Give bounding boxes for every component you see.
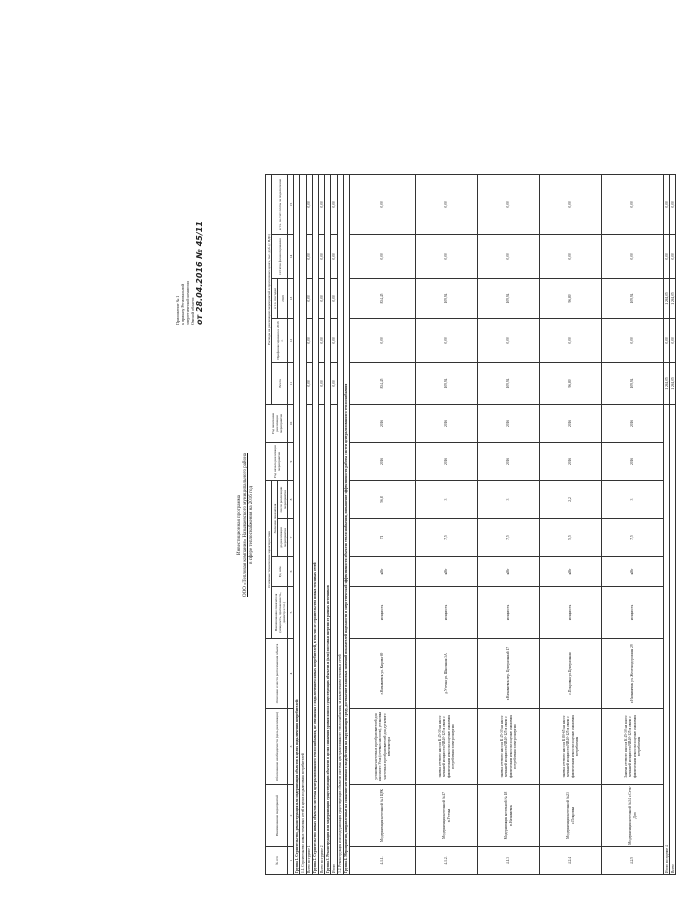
row-year-end: 2016 — [540, 404, 602, 442]
row-remainder: 0,00 — [478, 234, 540, 278]
header-tech: Основные технические характеристики — [266, 480, 272, 638]
row-financed: 0,00 — [478, 318, 540, 362]
row-tech-name: мощность — [350, 587, 416, 639]
header-description: Описание и место расположения объекта — [266, 639, 288, 709]
row-justification: замена сетевого насоса К 45-30 на насос меньшей мощности NB40-125 в связи с фактическим износом и целью снижения потребления электроэнергии — [416, 709, 478, 785]
handwritten-date-number: от 28.04.2016 № 45/11 — [195, 221, 204, 325]
group-total-label: Всего по группе 1 — [306, 404, 312, 874]
row-name: Модернизация котельной № 18 п.Называевск — [478, 785, 540, 847]
col-number: 2 — [288, 785, 294, 847]
total-value: 0,00 — [319, 278, 325, 318]
row-tech-name: мощность — [478, 587, 540, 639]
row-name: Модернизация котельной №23 с.Покровка — [540, 785, 602, 847]
row-unit: кВт — [350, 557, 416, 587]
subgroup-title: 3.2. Реконструкция или модернизация существующих объектов системы централизованного теплоснабжения, за исключением тепловых сетей — [337, 174, 343, 874]
row-tech-name: мощность — [602, 587, 664, 639]
appendix-line: Омской области — [190, 297, 195, 325]
total-value: 0,00 — [306, 318, 312, 362]
total-value: 0,00 — [664, 318, 670, 362]
table-row — [478, 174, 540, 874]
row-total: 109,94 — [478, 362, 540, 404]
row-after: 3 — [416, 480, 478, 518]
row-financed: 0,00 — [350, 318, 416, 362]
row-num: 4.1.3 — [478, 847, 540, 875]
header-by-years: в т.ч. по годам — [272, 278, 278, 318]
row-before: 7,5 — [416, 519, 478, 557]
col-number: 5 — [288, 587, 294, 639]
row-after: 56,8 — [350, 480, 416, 518]
row-after: 3 — [602, 480, 664, 518]
group-total-label: Итого по группе 4 — [664, 404, 670, 874]
col-number: 8 — [288, 480, 294, 518]
appendix-line: Приложение № 1 — [175, 295, 180, 325]
grand-total-row — [670, 174, 676, 874]
col-number: 15 — [288, 174, 294, 234]
row-total: 834,45 — [350, 362, 416, 404]
row-num: 4.2.5 — [602, 847, 664, 875]
row-year-start: 2016 — [602, 442, 664, 480]
header-justification: Обоснование необходимости (цель реализации) — [266, 709, 288, 785]
row-num: 4.1.1. — [350, 847, 416, 875]
row-description: с.Покровка ул.Центральная — [540, 639, 602, 709]
investment-table — [265, 174, 676, 875]
group-title: Группа 2. Строительство новых объектов системы централизованного теплоснабжения, не связанных с подключением новых потребителей, в том числе строительство новых тепловых сетей — [312, 174, 318, 874]
row-name: Модернизация котельной №1 ЦРК — [350, 785, 416, 847]
row-remainder: 0,00 — [350, 234, 416, 278]
total-value: 0,00 — [331, 174, 337, 234]
row-remainder: 0,00 — [540, 234, 602, 278]
col-number: 14 — [288, 234, 294, 278]
table-row — [540, 174, 602, 874]
row-num: 4.2.4 — [540, 847, 602, 875]
appendix-block — [175, 175, 204, 325]
row-before: 7,5 — [478, 519, 540, 557]
total-value: 0,00 — [319, 234, 325, 278]
row-justification: установка частотных преобразователей для насосного Узла (сетевых насосов), установка частотных преобразователей для дутьевого вентилятора — [350, 709, 416, 785]
row-financed: 0,00 — [416, 318, 478, 362]
row-after: 3 — [478, 480, 540, 518]
row-tech-name: мощность — [540, 587, 602, 639]
col-number: 10 — [288, 404, 294, 442]
header-costs: Расходы на реализацию мероприятий в прогнозных ценах, тыс. руб. (с НДС) — [266, 174, 272, 404]
col-number: 4 — [288, 639, 294, 709]
total-value: 1 261,05 — [670, 278, 676, 318]
total-value: 0,00 — [306, 234, 312, 278]
group-total-label: Итого — [331, 404, 337, 874]
header-total: Всего — [272, 362, 288, 404]
total-value: 1 261,05 — [664, 362, 670, 404]
header-before: до реализации мероприятия — [278, 519, 288, 557]
table-row — [350, 174, 416, 874]
row-2016: 96,80 — [540, 278, 602, 318]
header-value: Значение показателя — [272, 480, 278, 556]
group-title: Группа 3. Реконструкция или модернизация существующих объектов в целях снижения уровня износа существующих объектов и (или) поставки энергии от разных источников — [325, 174, 331, 874]
row-description: г.Называевск ул. Кирова 69 — [350, 639, 416, 709]
row-description: д.Утечка ул. Школьная 3А — [416, 639, 478, 709]
row-after: 2,2 — [540, 480, 602, 518]
row-before: 7,5 — [602, 519, 664, 557]
header-year-2016: 2016 — [278, 278, 288, 318]
total-value: 0,00 — [319, 362, 325, 404]
col-number: 12 — [288, 318, 294, 362]
col-number: 6 — [288, 557, 294, 587]
table-row — [416, 174, 478, 874]
col-number: 11 — [288, 362, 294, 404]
document-title — [237, 175, 255, 875]
total-value: 0,00 — [331, 278, 337, 318]
row-borrowed: 0,00 — [416, 174, 478, 234]
row-description: г.Называевск ул. Железнодорожная 29 — [602, 639, 664, 709]
row-total: 109,94 — [602, 362, 664, 404]
col-number: 3 — [288, 709, 294, 785]
grand-total-label: Всего — [670, 404, 676, 874]
row-2016: 109,94 — [478, 278, 540, 318]
row-name: Модернизация котельной №17 п.Утечка — [416, 785, 478, 847]
row-unit: кВт — [602, 557, 664, 587]
total-value: 0,00 — [670, 234, 676, 278]
row-year-end: 2016 — [350, 404, 416, 442]
row-total: 96,80 — [540, 362, 602, 404]
row-borrowed: 0,00 — [478, 174, 540, 234]
row-financed: 0,00 — [602, 318, 664, 362]
appendix-line: к приказу Региональной — [180, 283, 185, 325]
col-number: 9 — [288, 442, 294, 480]
appendix-line: энергетической комиссии — [185, 281, 190, 325]
row-year-end: 2016 — [602, 404, 664, 442]
row-unit: кВт — [540, 557, 602, 587]
total-value: 0,00 — [319, 174, 325, 234]
total-value: 0,00 — [664, 174, 670, 234]
row-before: 5,5 — [540, 519, 602, 557]
total-value: 0,00 — [306, 174, 312, 234]
row-financed: 0,00 — [540, 318, 602, 362]
group-total-label: Всего по группе 2 — [319, 404, 325, 874]
header-year-end: Год окончания реализации мероприятия — [266, 404, 288, 442]
row-num: 4.1.2. — [416, 847, 478, 875]
total-value: 1 261,05 — [670, 362, 676, 404]
header-after: после реализации мероприятия — [278, 480, 288, 518]
header-financed: Профинансировано к 2016 г. — [272, 318, 288, 362]
row-remainder: 0,00 — [602, 234, 664, 278]
header-name: Наименование мероприятий — [266, 785, 288, 847]
total-value: 0,00 — [331, 318, 337, 362]
row-borrowed: 0,00 — [602, 174, 664, 234]
total-value: 0,00 — [319, 318, 325, 362]
total-value: 0,00 — [306, 362, 312, 404]
title-line: ООО «Тепловая компания» Называевского муниципального района — [243, 453, 248, 597]
title-line: Инвестиционная программа — [237, 495, 242, 555]
rotated-document — [175, 175, 675, 875]
row-year-start: 2016 — [478, 442, 540, 480]
header-year-start: Год начала реализации мероприятия — [266, 442, 288, 480]
table-row — [602, 174, 664, 874]
row-before: 71 — [350, 519, 416, 557]
row-year-end: 2016 — [478, 404, 540, 442]
total-value: 1 261,05 — [664, 278, 670, 318]
col-number: 1 — [288, 847, 294, 875]
row-year-start: 2016 — [350, 442, 416, 480]
group-title: Группа 1. Строительство, реконструкция или модернизация объектов в целях подключения потребителей: — [294, 174, 300, 874]
row-total: 109,94 — [416, 362, 478, 404]
header-tech-name: Наименование показателя (мощность, протяженность, диаметр и т.п.) — [272, 587, 288, 639]
row-2016: 109,94 — [416, 278, 478, 318]
row-justification: Замена сетевого насоса К 45-30 на насос меньшей мощности NB40-125 в связи с фактическим износом и целью снижения потребления — [602, 709, 664, 785]
header-borrowed: в т.ч. за счет платы за подключение — [272, 174, 288, 234]
title-line: в сфере теплоснабжения на 2016 год — [249, 486, 254, 564]
subgroup-title: 1.1. Строительство новых тепловых сетей в целях подключения потребителей — [300, 174, 306, 874]
row-remainder: 0,00 — [416, 234, 478, 278]
row-year-end: 2016 — [416, 404, 478, 442]
row-2016: 834,45 — [350, 278, 416, 318]
total-value: 0,00 — [664, 234, 670, 278]
group-title: Группа 4. Мероприятия, направленные на снижение негативного воздействия на окружающую среду, достижение плановых значений показателей надежности и энергетической эффективности объектов теплоснабжения, повышение эффективности работы систем централизованного теплоснабжения — [343, 174, 349, 874]
total-value: 0,00 — [306, 278, 312, 318]
row-name: Модернизация котельной №34 с.Сеть-Доп — [602, 785, 664, 847]
row-tech-name: мощность — [416, 587, 478, 639]
row-justification: замена сетевого насоса К 80-65 на насос меньшей мощности NB40-125 в связи с фактическим износом и целью снижения потребления — [540, 709, 602, 785]
row-description: г.Называевск пер. Центральный 17 — [478, 639, 540, 709]
row-justification: замена сетевого насоса К 45-30 на насос меньшей мощности NB40-125 в связи с фактическим износом и целью снижения потребления электроэнергии — [478, 709, 540, 785]
row-unit: кВт — [416, 557, 478, 587]
row-year-start: 2016 — [540, 442, 602, 480]
total-value: 0,00 — [331, 234, 337, 278]
header-unit: Ед. изм. — [272, 557, 288, 587]
row-borrowed: 0,00 — [540, 174, 602, 234]
header-num: № п/п — [266, 847, 288, 875]
col-number: 13 — [288, 278, 294, 318]
row-borrowed: 0,00 — [350, 174, 416, 234]
total-value: 0,00 — [670, 174, 676, 234]
total-value: 0,00 — [331, 362, 337, 404]
col-number: 7 — [288, 519, 294, 557]
total-value: 0,00 — [670, 318, 676, 362]
row-unit: кВт — [478, 557, 540, 587]
row-2016: 109,94 — [602, 278, 664, 318]
row-year-start: 2016 — [416, 442, 478, 480]
header-remainder: Остаток финансирования — [272, 234, 288, 278]
